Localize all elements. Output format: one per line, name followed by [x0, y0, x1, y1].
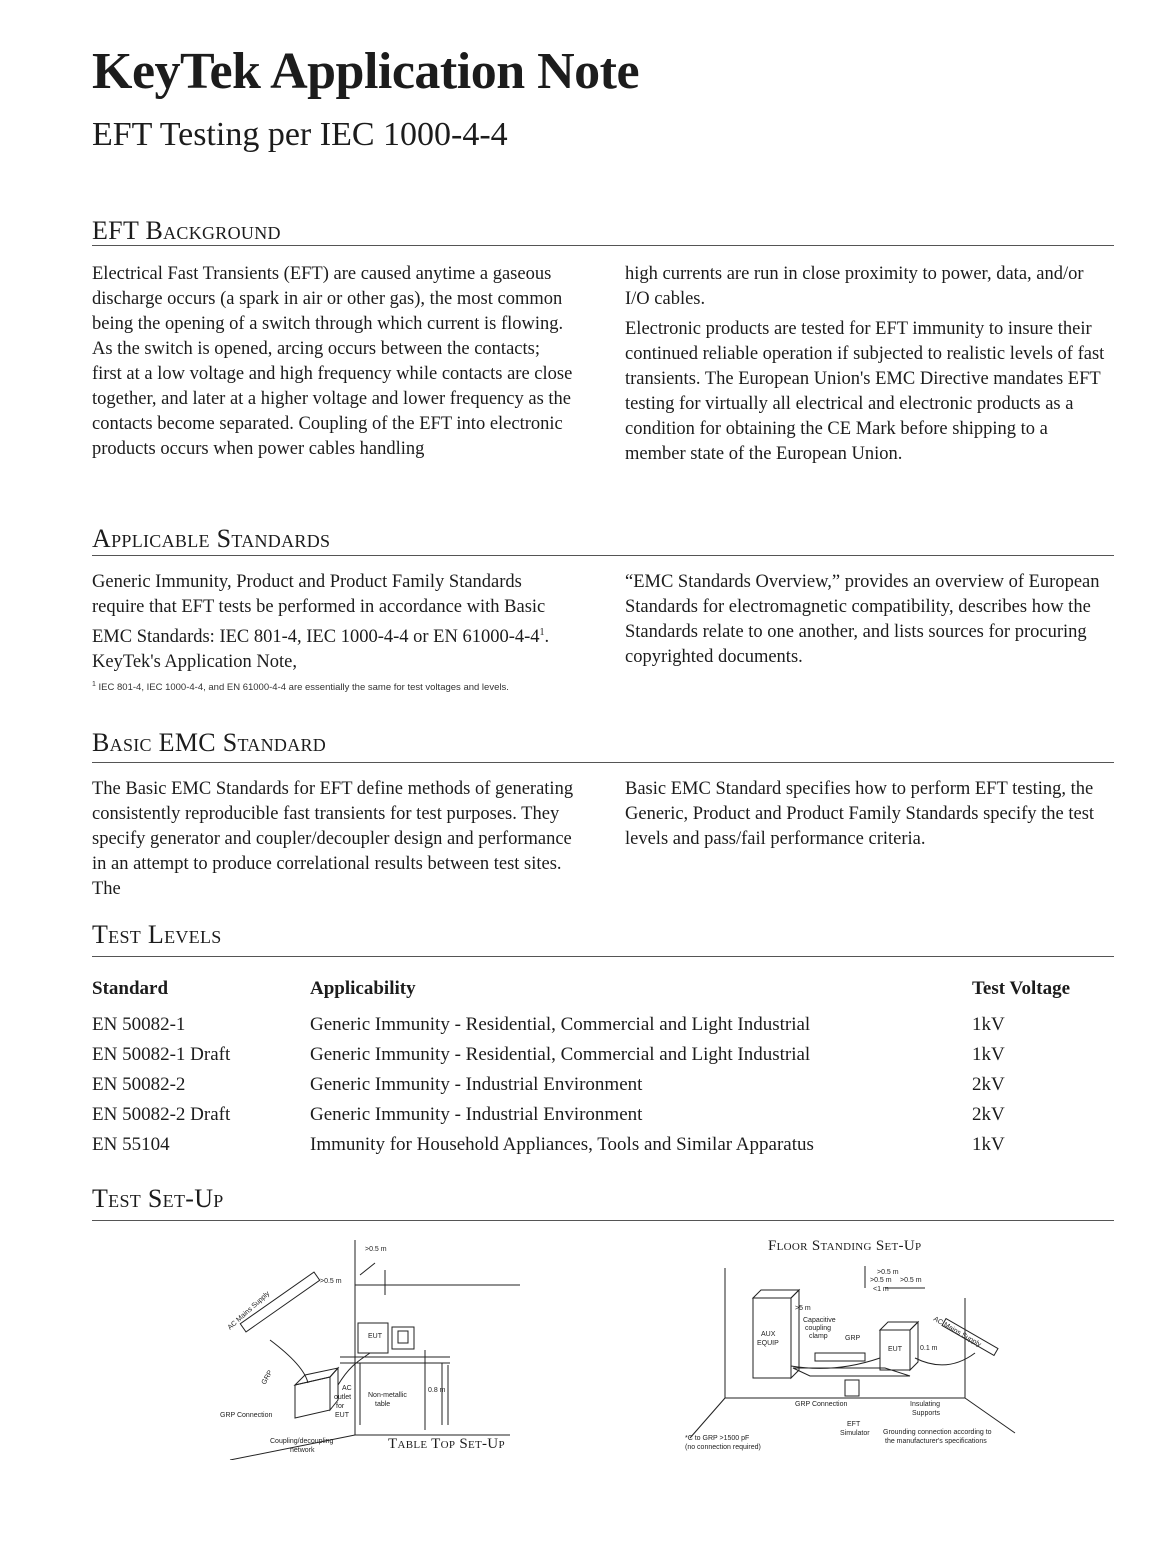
- table-row: [92, 1130, 1092, 1160]
- table-row: [92, 1070, 1092, 1100]
- table-cell: EN 55104: [92, 1134, 170, 1155]
- table-cell: Generic Immunity - Industrial Environment: [310, 1074, 643, 1095]
- table-top-setup-figure: [210, 1235, 540, 1460]
- diagram-label: clamp: [809, 1333, 828, 1340]
- page-subtitle: EFT Testing per IEC 1000-4-4: [92, 116, 508, 153]
- diagram-label: >5 m: [795, 1305, 811, 1312]
- table-cell: 2kV: [972, 1104, 1005, 1125]
- diagram-label: Simulator: [840, 1430, 870, 1437]
- diagram-label: <1 m: [873, 1286, 889, 1293]
- background-right-column: [625, 262, 1107, 472]
- table-cell: Immunity for Household Appliances, Tools and Similar Apparatus: [310, 1134, 814, 1155]
- table-header-row: [92, 972, 1092, 1006]
- column-header: Applicability: [310, 978, 416, 999]
- diagram-label: >0.5 m: [320, 1278, 342, 1285]
- figure-caption: Floor Standing Set-Up: [768, 1238, 922, 1254]
- diagram-label: GRP: [260, 1369, 275, 1386]
- diagram-label: Non-metallic: [368, 1392, 407, 1399]
- table-top-diagram: [210, 1235, 540, 1460]
- figure-caption: Table Top Set-Up: [388, 1436, 505, 1452]
- test-levels-table: [92, 972, 1092, 1160]
- table-cell: EN 50082-2: [92, 1074, 186, 1095]
- table-cell: EN 50082-1 Draft: [92, 1044, 231, 1065]
- diagram-label: 0.1 m: [920, 1345, 938, 1352]
- diagram-label: AUX: [761, 1331, 776, 1338]
- standards-right-column: [625, 570, 1107, 675]
- diagram-label: EFT: [847, 1421, 861, 1428]
- diagram-label: AC Mains Supply: [226, 1290, 272, 1332]
- section-divider: [92, 762, 1114, 763]
- section-heading-background: EFT Background: [92, 216, 281, 245]
- table-cell: Generic Immunity - Residential, Commercial and Light Industrial: [310, 1044, 811, 1065]
- diagram-label: coupling: [805, 1325, 832, 1332]
- diagram-label: >0.5 m: [900, 1277, 922, 1284]
- diagram-label: Supports: [912, 1410, 941, 1417]
- diagram-label: table: [375, 1401, 391, 1408]
- diagram-label: AC Mains Supply: [932, 1315, 983, 1349]
- diagram-label: Grounding connection according to: [883, 1429, 992, 1436]
- diagram-label: EUT: [888, 1346, 902, 1353]
- paragraph: Electronic products are tested for EFT immunity to insure their continued reliable operation if subjected to realistic levels of fast transients. The European Union's EMC Directive mandates EFT testing for virtually all electrical and electronic products as a condition for obtaining the CE Mark before shipping to a member state of the European Union.: [625, 319, 1105, 464]
- diagram-label: for: [336, 1403, 345, 1410]
- diagram-label: >0.5 m: [870, 1277, 892, 1284]
- paragraph: The Basic EMC Standards for EFT define methods of generating consistently reproducible fast transients for test purposes. They specify generator and coupler/decoupler design and performance in an attempt to produce correlational results between test sites. The: [92, 779, 574, 899]
- paragraph: high currents are run in close proximity to power, data, and/or I/O cables.: [625, 264, 1084, 309]
- diagram-label: 0.8 m: [428, 1387, 446, 1394]
- section-heading-basic-emc: Basic EMC Standard: [92, 728, 327, 757]
- diagram-label: >0.5 m: [877, 1269, 899, 1276]
- section-divider: [92, 1220, 1114, 1221]
- section-divider: [92, 245, 1114, 246]
- section-divider: [92, 555, 1114, 556]
- diagram-label: >0.5 m: [365, 1246, 387, 1253]
- basic-right-column: [625, 777, 1107, 857]
- table-cell: EN 50082-2 Draft: [92, 1104, 231, 1125]
- diagram-label: GRP: [845, 1335, 861, 1342]
- section-heading-test-levels: Test Levels: [92, 920, 222, 949]
- section-divider: [92, 956, 1114, 957]
- basic-left-column: [92, 777, 574, 907]
- table-row: [92, 1006, 1092, 1040]
- section-heading-standards: Applicable Standards: [92, 524, 331, 553]
- diagram-label: EUT: [335, 1412, 349, 1419]
- diagram-label: EQUIP: [757, 1340, 779, 1347]
- table-cell: 1kV: [972, 1044, 1005, 1065]
- diagram-label: AC: [342, 1385, 352, 1392]
- floor-standing-setup-figure: [685, 1258, 1030, 1463]
- diagram-label: Capacitive: [803, 1317, 836, 1324]
- diagram-label: (no connection required): [685, 1444, 761, 1451]
- column-header: Standard: [92, 978, 169, 999]
- table-row: [92, 1040, 1092, 1070]
- paragraph: Electrical Fast Transients (EFT) are caused anytime a gaseous discharge occurs (a spark in air or other gas), the most common being the opening of a switch through which current is flowing. As the switch is opened, arcing occurs between the contacts; first at a low voltage and high frequency while contacts are close together, and later at a higher voltage and lower frequency as the contacts become separated. Coupling of the EFT into electronic products occurs when power cables handling: [92, 264, 573, 459]
- standards-left-column: [92, 570, 574, 680]
- table-cell: 1kV: [972, 1014, 1005, 1035]
- table-cell: Generic Immunity - Industrial Environment: [310, 1104, 643, 1125]
- section-heading-test-setup: Test Set-Up: [92, 1184, 224, 1213]
- diagram-label: Coupling/decoupling: [270, 1438, 334, 1445]
- table-row: [92, 1100, 1092, 1130]
- paragraph: Generic Immunity, Product and Product Family Standards require that EFT tests be performed in accordance with Basic EMC Standards: IEC 801-4, IEC 1000-4-4 or EN $61000-4-4^1$. KeyTek's Application Note,: [92, 572, 550, 673]
- diagram-label: Insulating: [910, 1401, 940, 1408]
- diagram-label: network: [290, 1447, 315, 1454]
- table-cell: 2kV: [972, 1074, 1005, 1095]
- footnote-ref: 1: [539, 627, 545, 638]
- footnote: $^1$ IEC 801-4, IEC 1000-4-4, and EN 61000-4-4 are essentially the same for test voltages and levels.: [92, 681, 509, 694]
- diagram-label: GRP Connection: [220, 1412, 273, 1419]
- floor-standing-diagram: [685, 1258, 1030, 1463]
- diagram-label: outlet: [334, 1394, 352, 1401]
- background-left-column: [92, 262, 574, 467]
- diagram-label: GRP Connection: [795, 1401, 848, 1408]
- paragraph: “EMC Standards Overview,” provides an overview of European Standards for electromagnetic compatibility, describes how the Standards relate to one another, and lists sources for procuring copyrighted documents.: [625, 572, 1100, 667]
- diagram-label: *C to GRP >1500 pF: [685, 1435, 750, 1442]
- diagram-label: EUT: [368, 1333, 382, 1340]
- diagram-label: the manufacturer's specifications: [885, 1438, 987, 1445]
- table-cell: 1kV: [972, 1134, 1005, 1155]
- page-title: KeyTek Application Note: [92, 43, 640, 100]
- column-header: Test Voltage: [972, 978, 1071, 999]
- table-cell: EN 50082-1: [92, 1014, 186, 1035]
- table-cell: Generic Immunity - Residential, Commercial and Light Industrial: [310, 1014, 811, 1035]
- paragraph: Basic EMC Standard specifies how to perform EFT testing, the Generic, Product and Product Family Standards specify the test levels and pass/fail performance criteria.: [625, 779, 1095, 849]
